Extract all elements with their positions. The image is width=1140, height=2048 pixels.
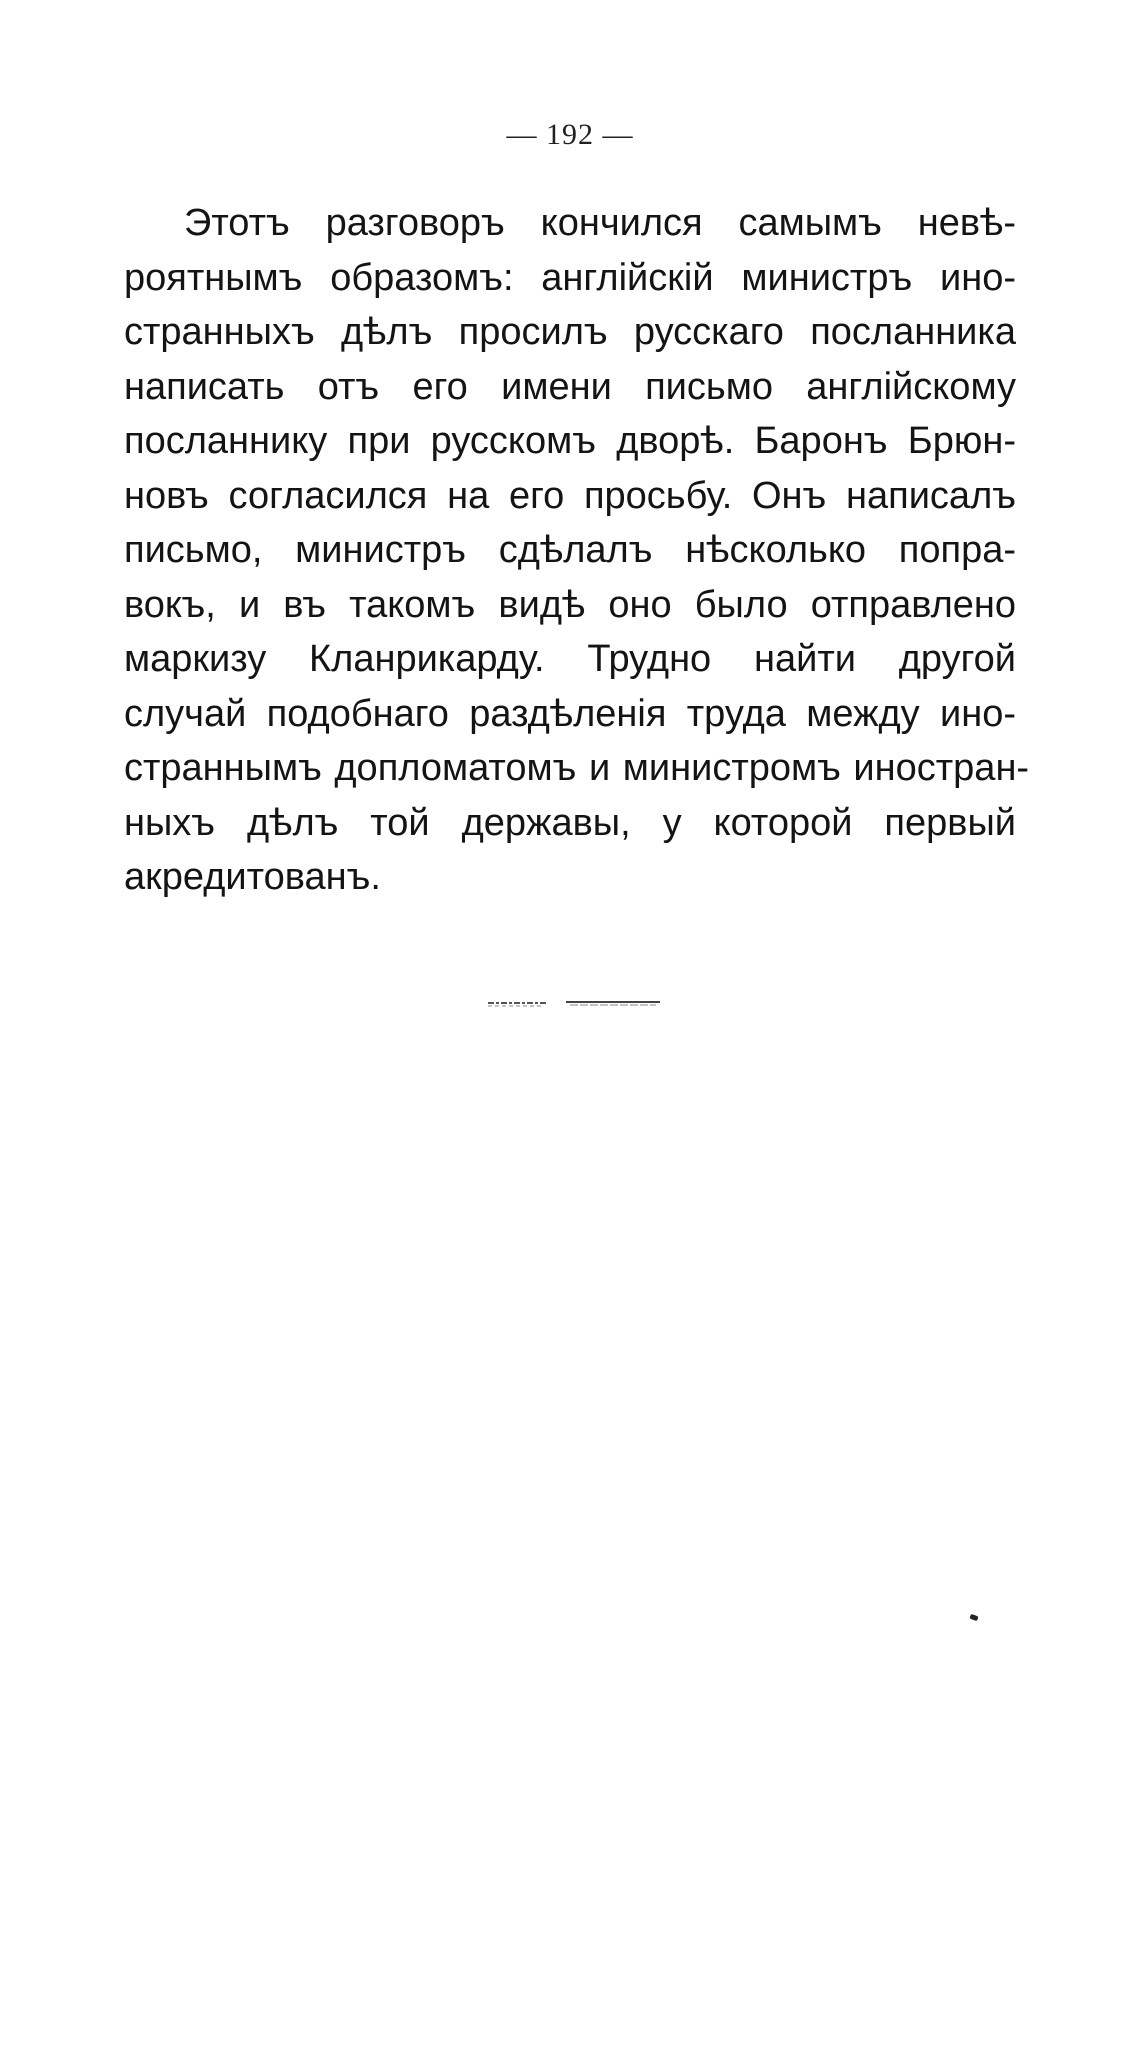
end-ornament	[488, 999, 668, 1009]
text-line: письмо, министръ сдѣлалъ нѣсколько попра-	[124, 529, 1016, 571]
ink-speck	[969, 1614, 978, 1621]
text-line: роятнымъ образомъ: англійскій министръ ино-	[124, 256, 1016, 299]
text-line: Этотъ разговоръ кончился самымъ невѣ-	[184, 202, 1016, 244]
text-line: ныхъ дѣлъ той державы, у которой первый	[124, 801, 1016, 844]
text-line: страннымъ допломатомъ и министромъ иностран-	[124, 747, 1030, 789]
text-line: случай подобнаго раздѣленія труда между ино-	[124, 692, 1016, 735]
text-line: написать отъ его имени письмо англійскому	[124, 365, 1016, 408]
page-number: — 192 —	[506, 118, 634, 151]
text-line: новъ согласился на его просьбу. Онъ написалъ	[124, 474, 1016, 517]
text-line: маркизу Кланрикарду. Трудно найти другой	[124, 638, 1016, 680]
paragraph	[124, 196, 1030, 905]
text-line: странныхъ дѣлъ просилъ русскаго посланника	[124, 311, 1016, 353]
text-line: посланнику при русскомъ дворѣ. Баронъ Брюн-	[124, 420, 1016, 462]
text-line: акредитованъ.	[124, 856, 381, 898]
text-line: вокъ, и въ такомъ видѣ оно было отправлено	[124, 583, 1016, 626]
